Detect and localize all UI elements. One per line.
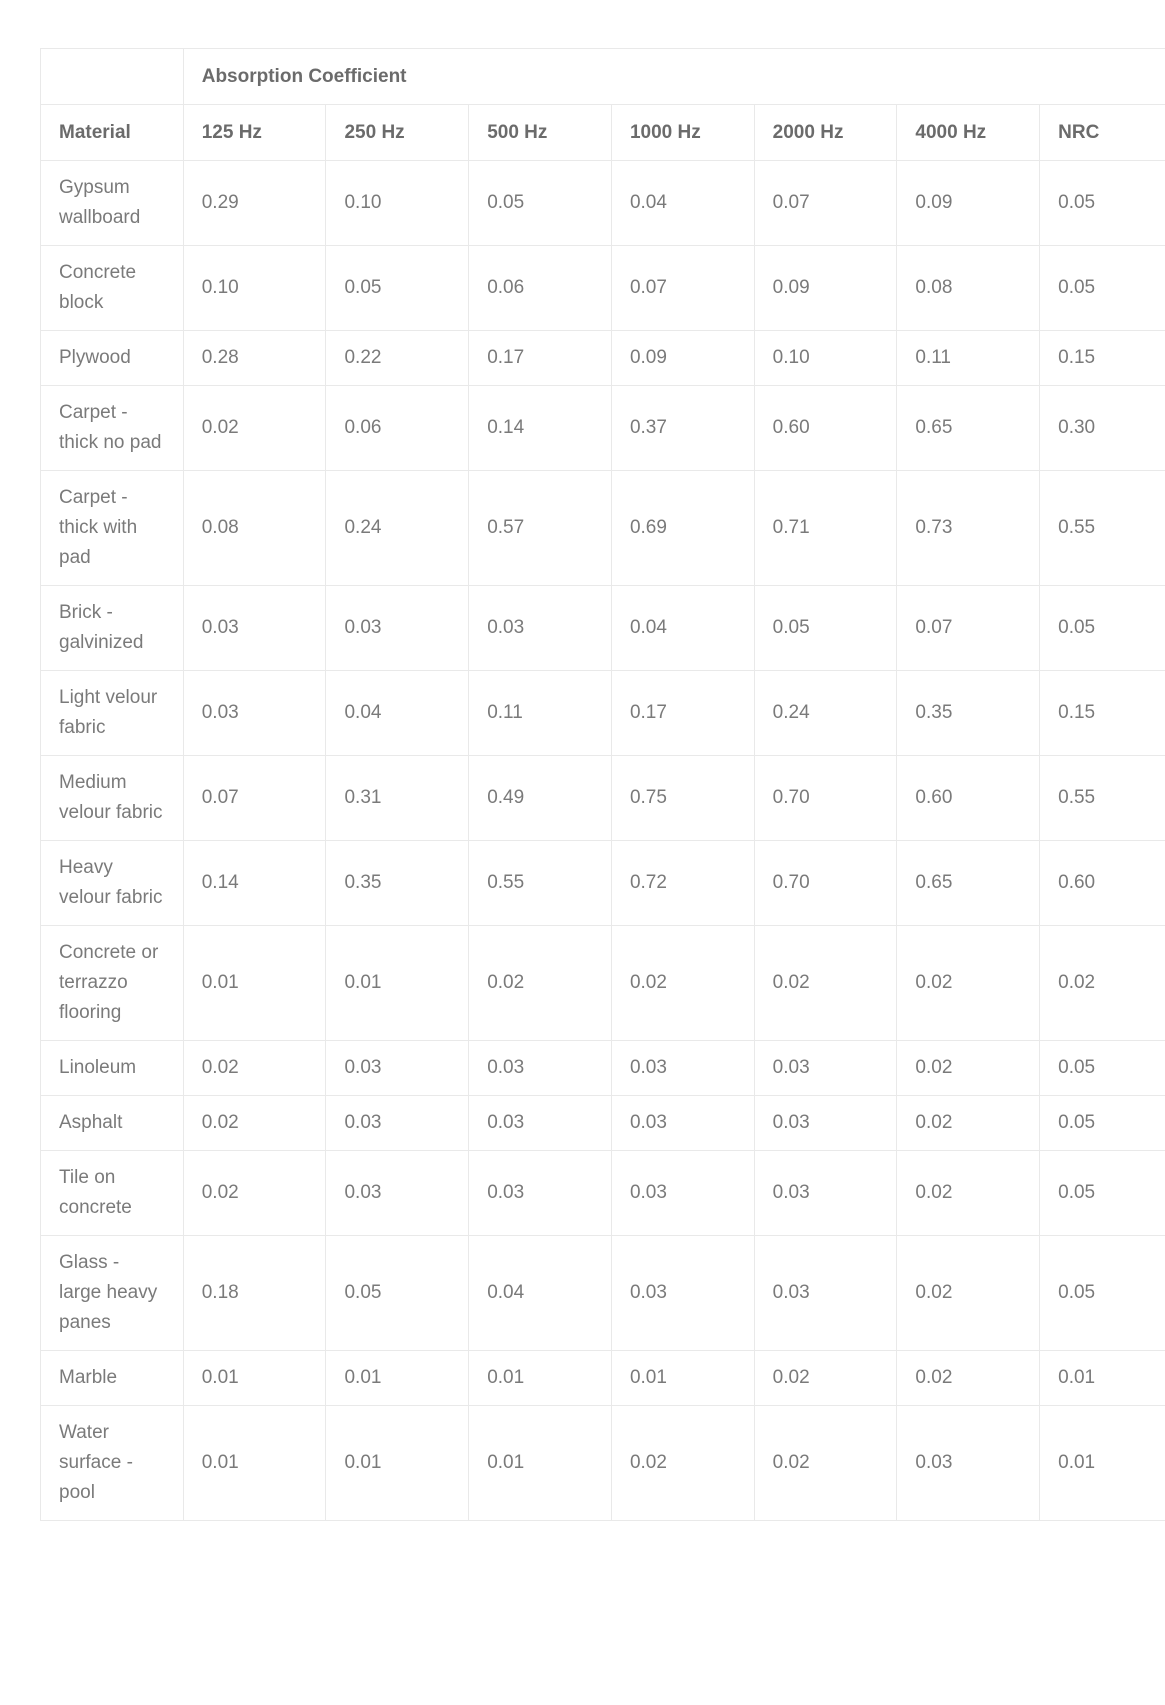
value-cell-125hz: 0.02 bbox=[183, 1041, 326, 1096]
value-cell-nrc: 0.05 bbox=[1040, 1096, 1165, 1151]
value-cell-125hz: 0.14 bbox=[183, 841, 326, 926]
material-cell: Tile on concrete bbox=[41, 1151, 184, 1236]
value-cell-500hz: 0.14 bbox=[469, 386, 612, 471]
value-cell-1000hz: 0.02 bbox=[611, 926, 754, 1041]
value-cell-500hz: 0.49 bbox=[469, 756, 612, 841]
value-cell-nrc: 0.15 bbox=[1040, 331, 1165, 386]
material-cell: Medium velour fabric bbox=[41, 756, 184, 841]
table-row bbox=[41, 841, 1165, 926]
value-cell-125hz: 0.28 bbox=[183, 331, 326, 386]
value-cell-nrc: 0.01 bbox=[1040, 1351, 1165, 1406]
material-cell: Brick - galvinized bbox=[41, 586, 184, 671]
column-header-row bbox=[41, 105, 1165, 161]
value-cell-4000hz: 0.02 bbox=[897, 1041, 1040, 1096]
material-cell: Marble bbox=[41, 1351, 184, 1406]
value-cell-nrc: 0.15 bbox=[1040, 671, 1165, 756]
value-cell-1000hz: 0.03 bbox=[611, 1041, 754, 1096]
value-cell-4000hz: 0.08 bbox=[897, 246, 1040, 331]
material-cell: Gypsum wallboard bbox=[41, 161, 184, 246]
value-cell-250hz: 0.05 bbox=[326, 246, 469, 331]
value-cell-500hz: 0.17 bbox=[469, 331, 612, 386]
value-cell-500hz: 0.03 bbox=[469, 1041, 612, 1096]
value-cell-4000hz: 0.73 bbox=[897, 471, 1040, 586]
table-row bbox=[41, 926, 1165, 1041]
value-cell-250hz: 0.04 bbox=[326, 671, 469, 756]
value-cell-nrc: 0.05 bbox=[1040, 1236, 1165, 1351]
table-body bbox=[41, 161, 1165, 1521]
material-cell: Light velour fabric bbox=[41, 671, 184, 756]
group-header-row bbox=[41, 49, 1165, 105]
table-row bbox=[41, 586, 1165, 671]
value-cell-250hz: 0.01 bbox=[326, 926, 469, 1041]
table-row bbox=[41, 386, 1165, 471]
material-cell: Carpet - thick with pad bbox=[41, 471, 184, 586]
value-cell-2000hz: 0.24 bbox=[754, 671, 897, 756]
value-cell-500hz: 0.04 bbox=[469, 1236, 612, 1351]
value-cell-2000hz: 0.70 bbox=[754, 841, 897, 926]
column-header-500hz: 500 Hz bbox=[469, 105, 612, 161]
table-row bbox=[41, 1351, 1165, 1406]
value-cell-nrc: 0.60 bbox=[1040, 841, 1165, 926]
table-row bbox=[41, 471, 1165, 586]
material-cell: Asphalt bbox=[41, 1096, 184, 1151]
value-cell-125hz: 0.10 bbox=[183, 246, 326, 331]
value-cell-250hz: 0.03 bbox=[326, 586, 469, 671]
value-cell-500hz: 0.55 bbox=[469, 841, 612, 926]
value-cell-nrc: 0.55 bbox=[1040, 471, 1165, 586]
table-row bbox=[41, 1096, 1165, 1151]
value-cell-1000hz: 0.03 bbox=[611, 1151, 754, 1236]
value-cell-125hz: 0.02 bbox=[183, 386, 326, 471]
table-header bbox=[41, 49, 1165, 161]
value-cell-2000hz: 0.02 bbox=[754, 1351, 897, 1406]
value-cell-250hz: 0.22 bbox=[326, 331, 469, 386]
value-cell-500hz: 0.11 bbox=[469, 671, 612, 756]
value-cell-1000hz: 0.69 bbox=[611, 471, 754, 586]
table-row bbox=[41, 671, 1165, 756]
value-cell-2000hz: 0.70 bbox=[754, 756, 897, 841]
material-cell: Carpet - thick no pad bbox=[41, 386, 184, 471]
group-header-cell: Absorption Coefficient bbox=[183, 49, 1165, 105]
table-row bbox=[41, 331, 1165, 386]
table-row bbox=[41, 1406, 1165, 1521]
value-cell-nrc: 0.02 bbox=[1040, 926, 1165, 1041]
value-cell-250hz: 0.05 bbox=[326, 1236, 469, 1351]
value-cell-250hz: 0.35 bbox=[326, 841, 469, 926]
material-cell: Plywood bbox=[41, 331, 184, 386]
value-cell-250hz: 0.01 bbox=[326, 1406, 469, 1521]
value-cell-nrc: 0.05 bbox=[1040, 586, 1165, 671]
value-cell-1000hz: 0.04 bbox=[611, 586, 754, 671]
table-row bbox=[41, 1041, 1165, 1096]
value-cell-2000hz: 0.03 bbox=[754, 1151, 897, 1236]
column-header-2000hz: 2000 Hz bbox=[754, 105, 897, 161]
value-cell-4000hz: 0.03 bbox=[897, 1406, 1040, 1521]
column-header-material: Material bbox=[41, 105, 184, 161]
value-cell-4000hz: 0.65 bbox=[897, 386, 1040, 471]
value-cell-500hz: 0.03 bbox=[469, 1096, 612, 1151]
value-cell-500hz: 0.03 bbox=[469, 586, 612, 671]
value-cell-nrc: 0.05 bbox=[1040, 246, 1165, 331]
value-cell-250hz: 0.24 bbox=[326, 471, 469, 586]
value-cell-250hz: 0.01 bbox=[326, 1351, 469, 1406]
value-cell-125hz: 0.03 bbox=[183, 586, 326, 671]
value-cell-1000hz: 0.07 bbox=[611, 246, 754, 331]
value-cell-4000hz: 0.02 bbox=[897, 1096, 1040, 1151]
table-row bbox=[41, 756, 1165, 841]
value-cell-nrc: 0.30 bbox=[1040, 386, 1165, 471]
value-cell-1000hz: 0.02 bbox=[611, 1406, 754, 1521]
material-cell: Heavy velour fabric bbox=[41, 841, 184, 926]
column-header-1000hz: 1000 Hz bbox=[611, 105, 754, 161]
material-cell: Concrete or terrazzo flooring bbox=[41, 926, 184, 1041]
value-cell-1000hz: 0.04 bbox=[611, 161, 754, 246]
column-header-nrc: NRC bbox=[1040, 105, 1165, 161]
value-cell-2000hz: 0.05 bbox=[754, 586, 897, 671]
column-header-250hz: 250 Hz bbox=[326, 105, 469, 161]
value-cell-2000hz: 0.71 bbox=[754, 471, 897, 586]
value-cell-1000hz: 0.37 bbox=[611, 386, 754, 471]
value-cell-250hz: 0.03 bbox=[326, 1151, 469, 1236]
value-cell-250hz: 0.03 bbox=[326, 1041, 469, 1096]
material-cell: Water surface - pool bbox=[41, 1406, 184, 1521]
value-cell-125hz: 0.02 bbox=[183, 1096, 326, 1151]
value-cell-4000hz: 0.02 bbox=[897, 1236, 1040, 1351]
value-cell-2000hz: 0.03 bbox=[754, 1236, 897, 1351]
value-cell-4000hz: 0.35 bbox=[897, 671, 1040, 756]
value-cell-2000hz: 0.60 bbox=[754, 386, 897, 471]
value-cell-125hz: 0.08 bbox=[183, 471, 326, 586]
value-cell-500hz: 0.06 bbox=[469, 246, 612, 331]
absorption-table-container bbox=[40, 48, 1165, 1521]
value-cell-2000hz: 0.02 bbox=[754, 926, 897, 1041]
value-cell-4000hz: 0.02 bbox=[897, 1351, 1040, 1406]
value-cell-2000hz: 0.02 bbox=[754, 1406, 897, 1521]
value-cell-2000hz: 0.10 bbox=[754, 331, 897, 386]
value-cell-125hz: 0.01 bbox=[183, 1351, 326, 1406]
value-cell-125hz: 0.03 bbox=[183, 671, 326, 756]
value-cell-1000hz: 0.03 bbox=[611, 1236, 754, 1351]
value-cell-125hz: 0.29 bbox=[183, 161, 326, 246]
value-cell-500hz: 0.05 bbox=[469, 161, 612, 246]
value-cell-500hz: 0.57 bbox=[469, 471, 612, 586]
table-row bbox=[41, 246, 1165, 331]
value-cell-2000hz: 0.03 bbox=[754, 1096, 897, 1151]
value-cell-4000hz: 0.07 bbox=[897, 586, 1040, 671]
value-cell-4000hz: 0.60 bbox=[897, 756, 1040, 841]
value-cell-250hz: 0.10 bbox=[326, 161, 469, 246]
value-cell-nrc: 0.05 bbox=[1040, 1041, 1165, 1096]
table-row bbox=[41, 161, 1165, 246]
material-cell: Glass - large heavy panes bbox=[41, 1236, 184, 1351]
value-cell-125hz: 0.18 bbox=[183, 1236, 326, 1351]
value-cell-250hz: 0.31 bbox=[326, 756, 469, 841]
empty-header-cell bbox=[41, 49, 184, 105]
value-cell-4000hz: 0.11 bbox=[897, 331, 1040, 386]
table-row bbox=[41, 1236, 1165, 1351]
value-cell-nrc: 0.05 bbox=[1040, 161, 1165, 246]
value-cell-4000hz: 0.02 bbox=[897, 926, 1040, 1041]
value-cell-250hz: 0.03 bbox=[326, 1096, 469, 1151]
value-cell-125hz: 0.01 bbox=[183, 1406, 326, 1521]
value-cell-4000hz: 0.65 bbox=[897, 841, 1040, 926]
value-cell-500hz: 0.01 bbox=[469, 1351, 612, 1406]
value-cell-1000hz: 0.03 bbox=[611, 1096, 754, 1151]
material-cell: Linoleum bbox=[41, 1041, 184, 1096]
value-cell-500hz: 0.03 bbox=[469, 1151, 612, 1236]
value-cell-2000hz: 0.09 bbox=[754, 246, 897, 331]
absorption-coefficient-table bbox=[40, 48, 1165, 1521]
value-cell-125hz: 0.02 bbox=[183, 1151, 326, 1236]
material-cell: Concrete block bbox=[41, 246, 184, 331]
value-cell-1000hz: 0.01 bbox=[611, 1351, 754, 1406]
value-cell-2000hz: 0.03 bbox=[754, 1041, 897, 1096]
value-cell-125hz: 0.07 bbox=[183, 756, 326, 841]
value-cell-500hz: 0.02 bbox=[469, 926, 612, 1041]
value-cell-1000hz: 0.17 bbox=[611, 671, 754, 756]
table-row bbox=[41, 1151, 1165, 1236]
value-cell-nrc: 0.05 bbox=[1040, 1151, 1165, 1236]
value-cell-125hz: 0.01 bbox=[183, 926, 326, 1041]
value-cell-nrc: 0.55 bbox=[1040, 756, 1165, 841]
value-cell-1000hz: 0.72 bbox=[611, 841, 754, 926]
value-cell-4000hz: 0.09 bbox=[897, 161, 1040, 246]
value-cell-nrc: 0.01 bbox=[1040, 1406, 1165, 1521]
column-header-4000hz: 4000 Hz bbox=[897, 105, 1040, 161]
column-header-125hz: 125 Hz bbox=[183, 105, 326, 161]
value-cell-2000hz: 0.07 bbox=[754, 161, 897, 246]
value-cell-500hz: 0.01 bbox=[469, 1406, 612, 1521]
value-cell-1000hz: 0.09 bbox=[611, 331, 754, 386]
value-cell-4000hz: 0.02 bbox=[897, 1151, 1040, 1236]
value-cell-1000hz: 0.75 bbox=[611, 756, 754, 841]
value-cell-250hz: 0.06 bbox=[326, 386, 469, 471]
